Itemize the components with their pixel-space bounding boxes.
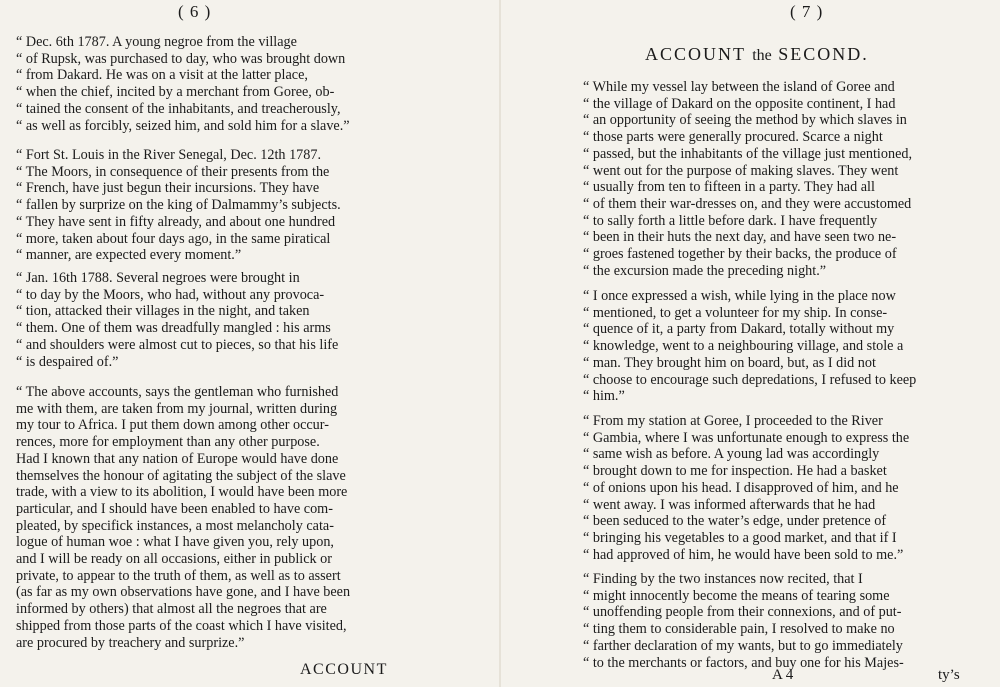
text-line: “ same wish as before. A young lad was accordingly	[583, 446, 880, 463]
text-line: “ as well as forcibly, seized him, and sold him for a slave.”	[16, 117, 350, 134]
text-line: “ man. They brought him on board, but, as I did not	[583, 354, 876, 371]
text-line: “ Dec. 6th 1787. A young negroe from the village	[16, 34, 297, 50]
text-line: “ knowledge, went to a neighbouring village, and stole a	[583, 338, 904, 355]
text-line: “ of them their war-dresses on, and they were accustomed	[583, 195, 912, 212]
left-paragraph-2	[16, 147, 408, 264]
text-line: “ ting them to considerable pain, I resolved to make no	[583, 621, 895, 638]
text-line: “ to day by the Moors, who had, without any provoca-	[16, 286, 325, 303]
text-line: private, to appear to the truth of them, as well as to assert	[16, 567, 341, 584]
text-line: “ him.”	[583, 388, 625, 405]
text-line: “ from Dakard. He was on a visit at the latter place,	[16, 67, 308, 84]
text-line: me with them, are taken from my journal, written during	[16, 400, 338, 417]
text-line: shipped from those parts of the coast which I have visited,	[16, 617, 347, 634]
text-line: “ Gambia, where I was unfortunate enough to express the	[583, 429, 910, 446]
text-line: “ of onions upon his head. I disapproved of him, and he	[583, 479, 899, 496]
text-line: pleated, by specifick instances, a most melancholy cata-	[16, 517, 334, 534]
text-line: “ and shoulders were almost cut to pieces, so that his life	[16, 336, 339, 353]
text-line: “ French, have just begun their incursions. They have	[16, 180, 320, 197]
page-title	[645, 44, 869, 65]
text-line: “ tained the consent of the inhabitants, and treacherously,	[16, 100, 341, 117]
left-paragraph-4	[16, 384, 408, 651]
text-line: “ might innocently become the means of tearing some	[583, 587, 890, 604]
text-line: “ manner, are expected every moment.”	[16, 247, 242, 264]
title-part-the: the	[752, 47, 772, 64]
right-page-number: ( 7 )	[790, 2, 824, 21]
left-paragraph-1	[16, 34, 408, 134]
text-line: “ usually from ten to fifteen in a party. They had all	[583, 179, 875, 196]
left-paragraph-3	[16, 270, 408, 370]
text-line: “ to the merchants or factors, and buy one for his Majes-	[583, 654, 904, 671]
text-line: “ went away. I was informed afterwards that he had	[583, 496, 876, 513]
text-line: “ The Moors, in consequence of their presents from the	[16, 163, 330, 180]
text-line: “ passed, but the inhabitants of the village just mentioned,	[583, 145, 913, 162]
text-line: “ the village of Dakard on the opposite continent, I had	[583, 95, 896, 112]
text-line: “ From my station at Goree, I proceeded to the River	[583, 413, 883, 429]
text-line: “ more, taken about four days ago, in the same piratical	[16, 230, 331, 247]
right-paragraph-3	[583, 413, 995, 563]
text-line: and I will be ready on all occasions, either in publick or	[16, 551, 332, 568]
text-line: “ them. One of them was dreadfully mangled : his arms	[16, 320, 331, 337]
right-paragraph-1	[583, 79, 995, 279]
text-line: “ Fort St. Louis in the River Senegal, Dec. 12th 1787.	[16, 147, 321, 163]
text-line: “ Jan. 16th 1788. Several negroes were brought in	[16, 270, 300, 286]
text-line: logue of human woe : what I have given you, rely upon,	[16, 534, 334, 551]
signature-mark: A 4	[772, 667, 794, 683]
text-line: “ While my vessel lay between the island of Goree and	[583, 79, 895, 95]
text-line: “ groes fastened together by their backs, the produce of	[583, 246, 897, 263]
text-line: “ bringing his vegetables to a good market, and that if I	[583, 529, 897, 546]
text-line: “ They have sent in fifty already, and about one hundred	[16, 213, 336, 230]
right-paragraph-4	[583, 571, 995, 671]
text-line: “ of Rupsk, was purchased to day, who was brought down	[16, 50, 346, 67]
text-line: are procured by treachery and surprize.”	[16, 634, 245, 651]
right-catchword: ty’s	[938, 667, 960, 683]
text-line: “ to sally forth a little before dark. I have frequently	[583, 212, 878, 229]
text-line: “ brought down to me for inspection. He had a basket	[583, 463, 887, 480]
text-line: “ tion, attacked their villages in the night, and taken	[16, 303, 310, 320]
title-part-account: ACCOUNT	[645, 44, 746, 64]
text-line: “ been in their huts the next day, and have seen two ne-	[583, 229, 897, 246]
text-line: (as far as my own observations have gone, and I have been	[16, 584, 351, 601]
text-line: “ fallen by surprize on the king of Dalmammy’s subjects.	[16, 197, 341, 214]
text-line: “ farther declaration of my wants, but to go immediately	[583, 637, 903, 654]
text-line: trade, with a view to its abolition, I would have been more	[16, 484, 348, 501]
text-line: “ Finding by the two instances now recited, that I	[583, 571, 863, 587]
text-line: rences, more for employment than any other purpose.	[16, 434, 320, 451]
text-line: “ choose to encourage such depredations, I refused to keep	[583, 371, 917, 388]
left-catchword: ACCOUNT	[300, 661, 388, 678]
text-line: “ quence of it, a party from Dakard, totally without my	[583, 321, 895, 338]
left-page-number: ( 6 )	[178, 2, 212, 21]
text-line: particular, and I should have been enabled to have com-	[16, 500, 333, 517]
text-line: “ the excursion made the preceding night.”	[583, 262, 827, 279]
right-page	[500, 0, 1000, 687]
text-line: “ when the chief, incited by a merchant from Goree, ob-	[16, 84, 335, 101]
text-line: themselves the honour of agitating the subject of the slave	[16, 467, 346, 484]
text-line: informed by others) that almost all the negroes that are	[16, 601, 327, 618]
text-line: “ had approved of him, he would have been sold to me.”	[583, 546, 904, 563]
text-line: “ been seduced to the water’s edge, under pretence of	[583, 513, 887, 530]
right-paragraph-2	[583, 288, 995, 405]
text-line: “ I once expressed a wish, while lying in the place now	[583, 288, 896, 304]
text-line: “ The above accounts, says the gentleman who furnished	[16, 384, 339, 400]
text-line: “ went out for the purpose of making slaves. They went	[583, 162, 899, 179]
text-line: “ mentioned, to get a volunteer for my ship. In conse-	[583, 304, 888, 321]
text-line: “ an opportunity of seeing the method by which slaves in	[583, 112, 907, 129]
text-line: “ unoffending people from their connexions, and of put-	[583, 604, 902, 621]
text-line: “ is despaired of.”	[16, 353, 119, 370]
text-line: Had I known that any nation of Europe would have done	[16, 450, 339, 467]
text-line: my tour to Africa. I put them down among other occur-	[16, 417, 329, 434]
text-line: “ those parts were generally procured. Scarce a night	[583, 129, 883, 146]
title-part-second: SECOND.	[778, 44, 869, 64]
